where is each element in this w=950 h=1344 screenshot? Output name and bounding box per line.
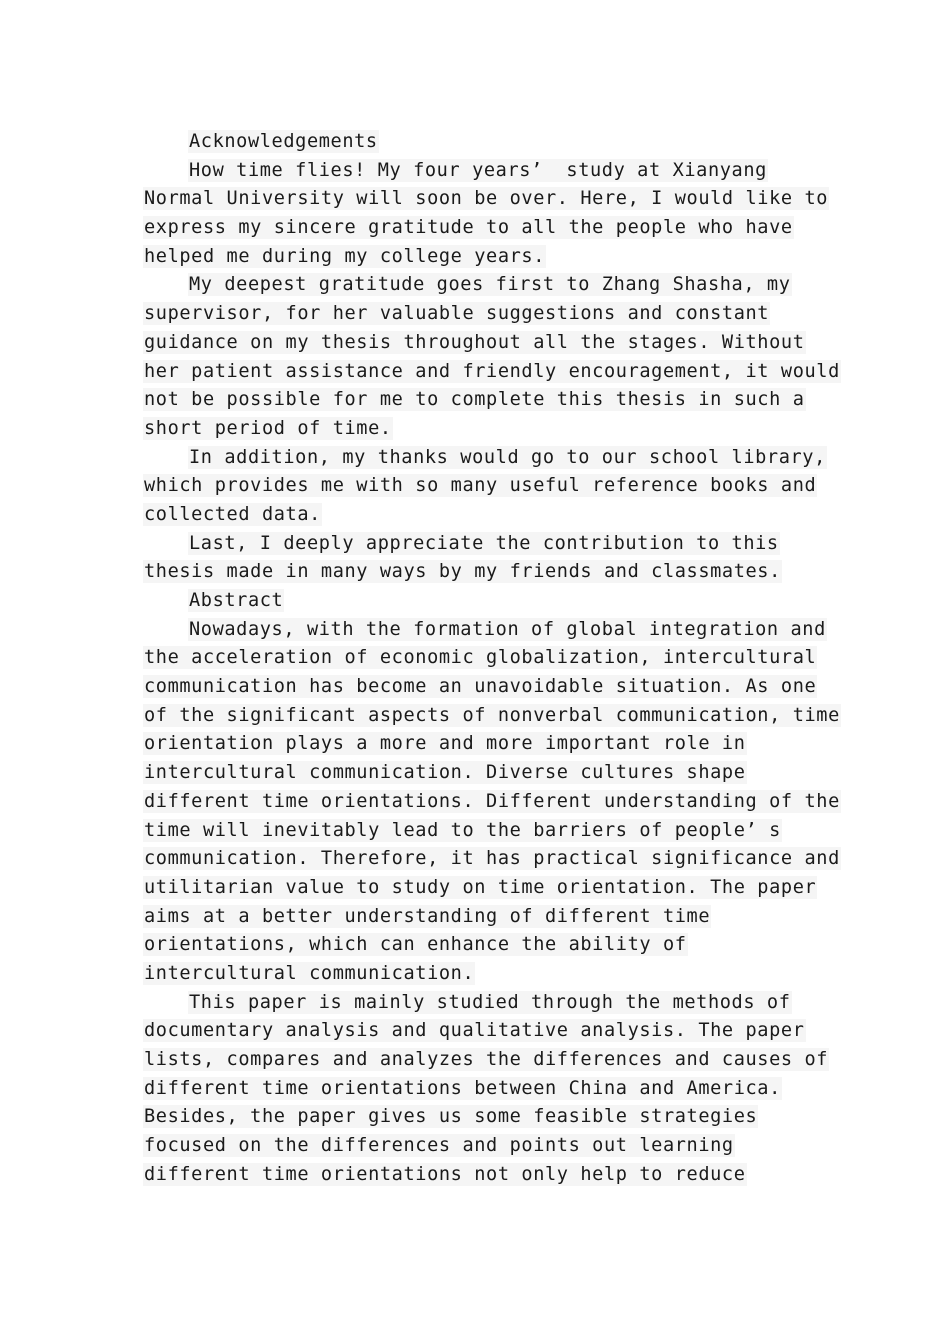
text-line: Besides, the paper gives us some feasible strategies bbox=[144, 1106, 758, 1128]
text-line: helped me during my college years. bbox=[144, 245, 546, 267]
text-line: aims at a better understanding of different time bbox=[144, 905, 711, 927]
text-line: In addition, my thanks would go to our school library, bbox=[189, 446, 826, 468]
text-line: utilitarian value to study on time orientation. The paper bbox=[144, 876, 817, 898]
text-line: Normal University will soon be over. Here, I would like to bbox=[144, 188, 829, 210]
text-line: This paper is mainly studied through the methods of bbox=[189, 991, 791, 1013]
text-line: documentary analysis and qualitative analysis. The paper bbox=[144, 1020, 805, 1042]
text-line: focused on the differences and points out learning bbox=[144, 1135, 734, 1157]
text-line: lists, compares and analyzes the differences and causes of bbox=[144, 1049, 829, 1070]
text-line: thesis made in many ways by my friends and classmates. bbox=[144, 561, 781, 583]
ack-paragraph-1 bbox=[144, 157, 829, 272]
text-line: short period of time. bbox=[144, 417, 392, 439]
text-line: express my sincere gratitude to all the people who have bbox=[144, 217, 793, 239]
text-line: different time orientations between China and America. bbox=[144, 1077, 781, 1099]
text-line: guidance on my thesis throughout all the stages. Without bbox=[144, 331, 805, 353]
text-line: orientation plays a more and more important role in bbox=[144, 733, 746, 755]
text-line: orientations, which can enhance the ability of bbox=[144, 934, 687, 956]
text-line: intercultural communication. Diverse cultures shape bbox=[144, 762, 746, 784]
text-line: Last, I deeply appreciate the contribution to this bbox=[189, 532, 779, 554]
abstract-heading: Abstract bbox=[189, 590, 284, 611]
text-line: My deepest gratitude goes first to Zhang Shasha, my bbox=[189, 274, 791, 296]
text-line: communication has become an unavoidable situation. As one bbox=[144, 676, 817, 698]
ack-paragraph-4 bbox=[144, 530, 824, 587]
text-line: different time orientations. Different understanding of the bbox=[144, 790, 840, 812]
abstract-paragraph-2 bbox=[144, 989, 829, 1190]
abstract-paragraph-1 bbox=[144, 616, 840, 989]
ack-paragraph-2 bbox=[144, 271, 840, 443]
text-line: Nowadays, with the formation of global integration and bbox=[189, 618, 826, 640]
text-line: supervisor, for her valuable suggestions and constant bbox=[144, 303, 770, 325]
acknowledgements-heading: Acknowledgements bbox=[189, 131, 378, 152]
text-line: her patient assistance and friendly encouragement, it would bbox=[144, 360, 840, 382]
text-line: which provides me with so many useful reference books and bbox=[144, 475, 817, 497]
text-line: intercultural communication. bbox=[144, 962, 475, 984]
text-line: not be possible for me to complete this thesis in such a bbox=[144, 389, 805, 411]
text-line: of the significant aspects of nonverbal communication, time bbox=[144, 704, 840, 726]
text-line: different time orientations not only help to reduce bbox=[144, 1163, 746, 1185]
document-body bbox=[144, 128, 840, 1189]
ack-paragraph-3 bbox=[144, 444, 824, 530]
text-line: the acceleration of economic globalization, intercultural bbox=[144, 647, 817, 669]
text-line: collected data. bbox=[144, 503, 321, 525]
text-line: communication. Therefore, it has practical significance and bbox=[144, 848, 840, 870]
text-line: time will inevitably lead to the barriers of people’ s bbox=[144, 819, 781, 841]
text-line: How time flies! My four years’ study at Xianyang bbox=[189, 159, 767, 181]
